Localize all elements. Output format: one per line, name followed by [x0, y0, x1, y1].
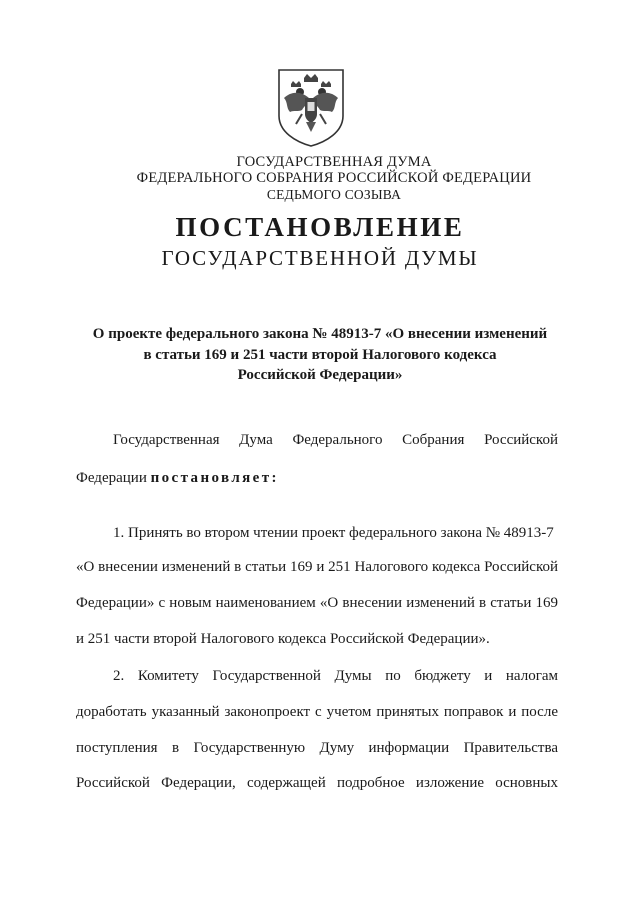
paragraph-1-line-1: 1. Принять во втором чтении проект федерального закона № 48913-7: [113, 525, 554, 541]
paragraph-2-line-2: доработать указанный законопроект с учетом принятых поправок и после: [76, 704, 558, 720]
paragraph-2-line-1: 2. Комитету Государственной Думы по бюджету и налогам: [113, 668, 558, 684]
paragraph-2-line-3: поступления в Государственную Думу информации Правительства: [76, 740, 558, 756]
org-name-line-2: ФЕДЕРАЛЬНОГО СОБРАНИЯ РОССИЙСКОЙ ФЕДЕРАЦИИ: [136, 170, 532, 186]
russian-coat-of-arms-icon: [276, 68, 346, 148]
paragraph-1-line-3: Федерации» с новым наименованием «О внесении изменений в статьи 169: [76, 595, 558, 611]
intro-line-2: [76, 470, 558, 487]
subject-line-2: в статьи 169 и 251 части второй Налогового кодекса: [143, 347, 497, 363]
paragraph-1-line-4: и 251 части второй Налогового кодекса Российской Федерации».: [76, 631, 490, 647]
org-convocation: СЕДЬМОГО СОЗЫВА: [266, 187, 402, 202]
intro-line-1: Государственная Дума Федерального Собрания Российской: [113, 432, 558, 448]
subject-line-3: Российской Федерации»: [237, 367, 403, 383]
org-name-line-1: ГОСУДАРСТВЕННАЯ ДУМА: [236, 154, 432, 170]
paragraph-1-line-2: «О внесении изменений в статьи 169 и 251 Налогового кодекса Российской: [76, 559, 558, 575]
paragraph-2-line-4: Российской Федерации, содержащей подробное изложение основных: [76, 775, 558, 791]
intro-verb: постановляет:: [150, 470, 279, 486]
document-issuer-title: ГОСУДАРСТВЕННОЙ ДУМЫ: [161, 246, 479, 270]
document-type-title: ПОСТАНОВЛЕНИЕ: [175, 212, 465, 242]
intro-line-2-text: Федерации: [76, 470, 151, 486]
subject-line-1: О проекте федерального закона № 48913-7 «О внесении изменений: [92, 326, 548, 342]
